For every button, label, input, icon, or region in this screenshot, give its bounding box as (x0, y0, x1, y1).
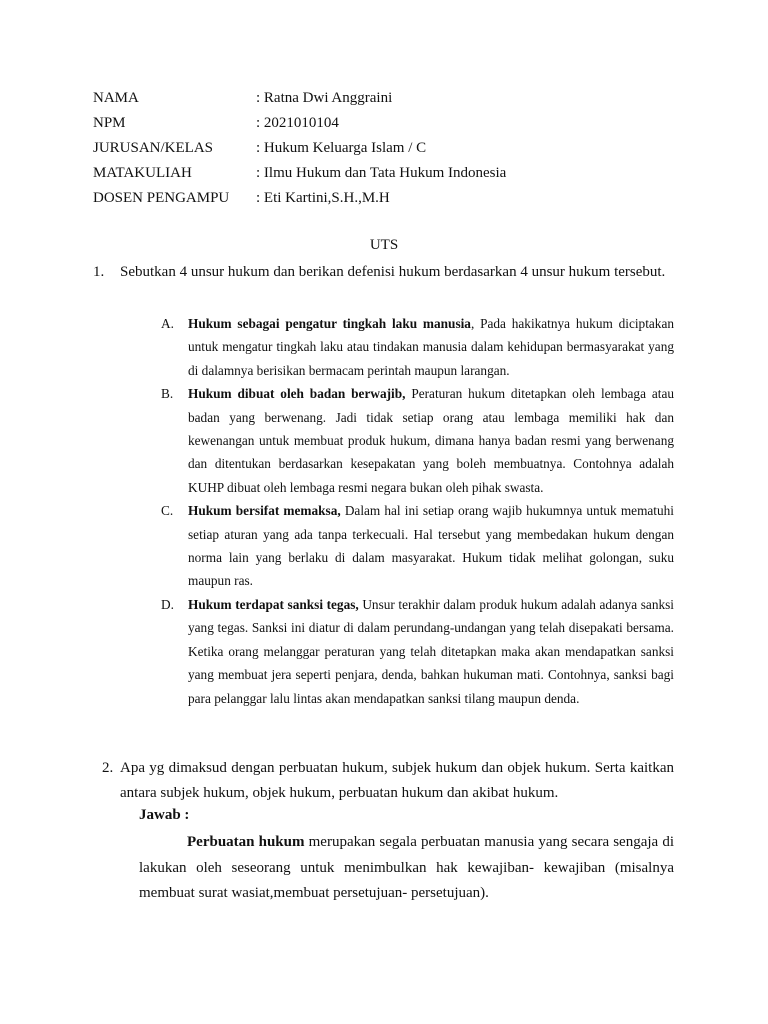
answer-heading: Hukum terdapat sanksi tegas, (188, 596, 359, 612)
question-number: 2. (102, 760, 114, 776)
page-title: UTS (369, 237, 399, 253)
answer-heading: Perbuatan hukum (187, 834, 305, 850)
info-label: DOSEN PENGAMPU (93, 190, 230, 206)
answer-body (188, 312, 674, 382)
info-value: : Hukum Keluarga Islam / C (256, 140, 427, 156)
list-item (161, 382, 674, 499)
info-row-matakuliah (93, 161, 693, 186)
answer-list (161, 312, 674, 710)
question-2 (93, 756, 674, 806)
info-label: NAMA (93, 90, 139, 106)
info-label: JURUSAN/KELAS (93, 140, 214, 156)
list-item (161, 499, 674, 593)
answer-text: , Pada hakikatnya hukum diciptakan untuk mengatur tingkah laku atau tindakan manusia dalam kehidupan bermasyarakat yang di dalamnya berisikan bermacam perintah maupun larangan. (188, 316, 674, 378)
info-row-nama (93, 86, 693, 111)
answer-letter: C. (161, 503, 174, 519)
answer-heading: Hukum sebagai pengatur tingkah laku manusia (188, 316, 471, 331)
answer-text: Peraturan hukum ditetapkan oleh lembaga atau badan yang berwenang. Jadi tidak setiap orang atau lembaga memiliki hak dan kewenangan untuk membuat produk hukum, dimana hanya badan resmi yang berwenang dan ditentukan berdasarkan kesepakatan yang boleh membuatnya. Contohnya adalah KUHP dibuat oleh lembaga resmi negara bukan oleh pihak swasta. (188, 386, 674, 495)
answer-paragraph (139, 830, 674, 907)
answer-body (188, 593, 674, 710)
answer-label: Jawab : (139, 807, 190, 823)
list-item (161, 593, 674, 710)
answer-heading: Hukum bersifat memaksa, (188, 503, 341, 519)
info-row-dosen (93, 186, 693, 211)
info-value: : 2021010104 (256, 115, 339, 131)
answer-heading: Hukum dibuat oleh badan berwajib, (188, 386, 406, 402)
answer-letter: B. (161, 386, 174, 402)
answer-text: merupakan segala perbuatan manusia yang secara sengaja di lakukan oleh seseorang untuk menimbulkan hak kewajiban- kewajiban (misalnya membuat surat wasiat,membuat persetujuan- persetujuan). (139, 834, 674, 901)
question-text: Apa yg dimaksud dengan perbuatan hukum, subjek hukum dan objek hukum. Serta kaitkan antara subjek hukum, objek hukum, perbuatan hukum dan akibat hukum. (120, 760, 674, 801)
answer-body (188, 499, 674, 593)
question-text: Sebutkan 4 unsur hukum dan berikan defenisi hukum berdasarkan 4 unsur hukum tersebut. (120, 264, 666, 280)
question-number: 1. (93, 264, 105, 280)
question-1 (93, 260, 673, 285)
answer-letter: D. (161, 596, 174, 612)
info-row-jurusan (93, 136, 693, 161)
info-label: MATAKULIAH (93, 165, 192, 181)
info-row-npm (93, 111, 693, 136)
answer-letter: A. (161, 316, 174, 331)
info-label: NPM (93, 115, 126, 131)
info-value: : Ratna Dwi Anggraini (256, 90, 393, 106)
list-item (161, 312, 674, 382)
answer-body (188, 382, 674, 499)
info-value: : Ilmu Hukum dan Tata Hukum Indonesia (256, 165, 507, 181)
answer-text: Dalam hal ini setiap orang wajib hukumnya untuk mematuhi setiap aturan yang ada tanpa terkecuali. Hal tersebut yang membedakan hukum dengan norma lain yang berlaku di dalam masyarakat. Hukum tidak melihat golongan, suku maupun ras. (188, 503, 674, 589)
info-value: : Eti Kartini,S.H.,M.H (256, 190, 390, 206)
answer-text: Unsur terakhir dalam produk hukum adalah adanya sanksi yang tegas. Sanksi ini diatur di dalam perundang-undangan yang telah disepakati bersama. Ketika orang melanggar peraturan yang telah ditetapkan maka akan mendapatkan sanksi yang membuat jera seperti penjara, denda, bahkan hukuman mati. Contohnya, sanksi bagi para pelanggar lalu lintas akan mendapatkan sanksi tilang maupun denda. (188, 596, 674, 706)
student-info (93, 86, 693, 211)
